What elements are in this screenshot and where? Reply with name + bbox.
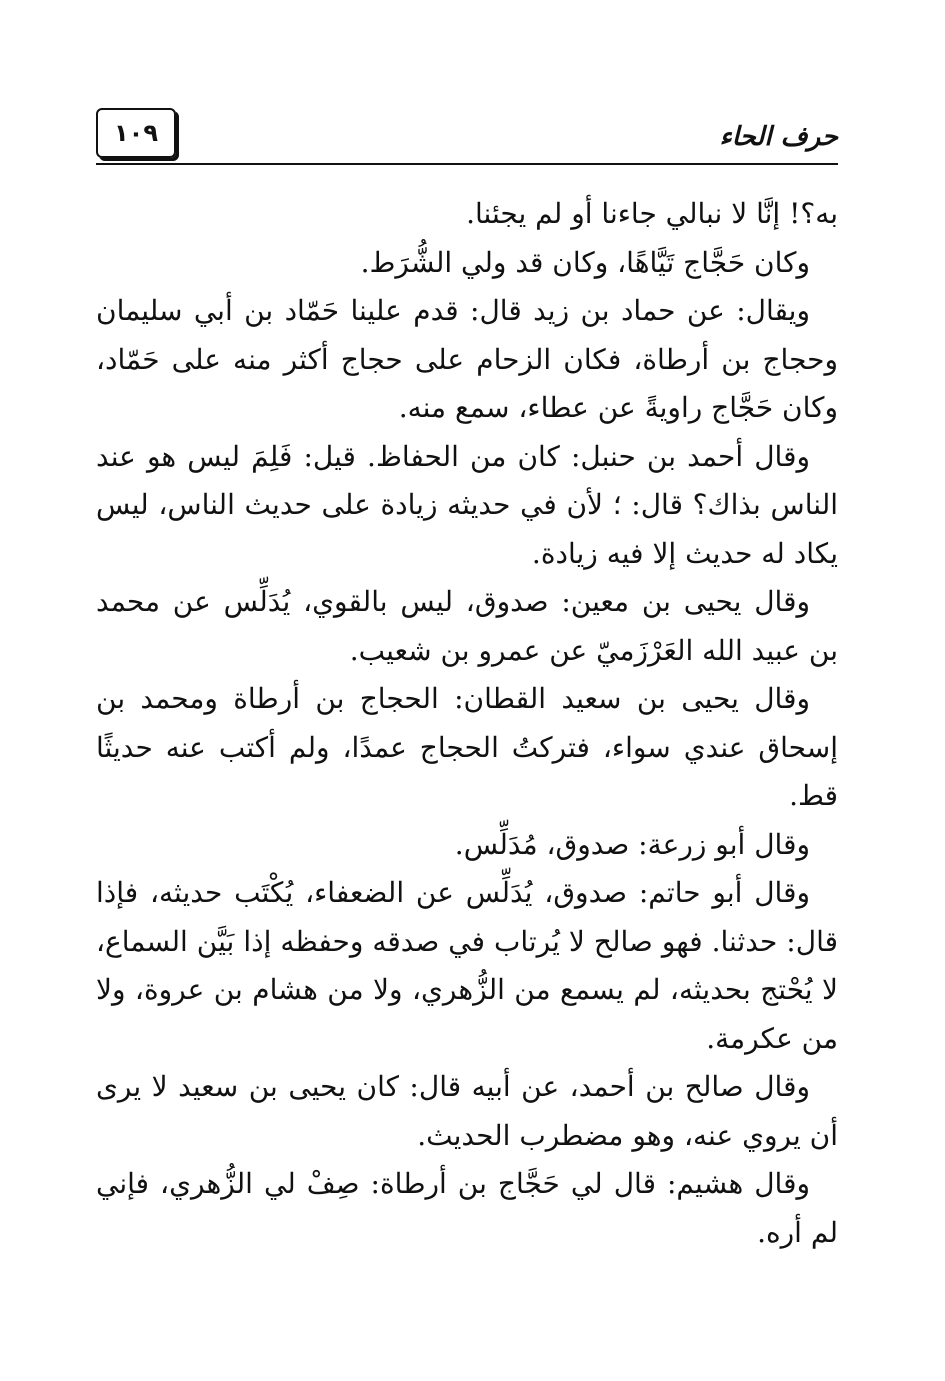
paragraph-4: وقال أحمد بن حنبل: كان من الحفاظ. قيل: فَلِمَ ليس هو عند الناس بذاك؟ قال: ؛ لأن في حديثه زيادة على حديث الناس، ليس يكاد له حديث إلا فيه زيادة.	[96, 439, 839, 570]
paragraph-6: وقال يحيى بن سعيد القطان: الحجاج بن أرطاة ومحمد بن إسحاق عندي سواء، فتركتُ الحجاج عمدًا، ولم أكتب عنه حديثًا قط.	[96, 682, 838, 812]
page-header	[96, 108, 838, 166]
page-number-box	[96, 108, 176, 158]
page-number: ١٠٩	[114, 119, 158, 147]
paragraph-3: ويقال: عن حماد بن زيد قال: قدم علينا حَمّاد بن أبي سليمان وحجاج بن أرطاة، فكان الزحام على حجاج أكثر منه على حَمّاد، وكان حَجَّاج راويةً عن عطاء، سمع منه.	[96, 294, 838, 424]
paragraph-2: وكان حَجَّاج تَيَّاهًا، وكان قد ولي الشُّرَط.	[360, 245, 810, 279]
paragraph-9: وقال صالح بن أحمد، عن أبيه قال: كان يحيى بن سعيد لا يرى أن يروي عنه، وهو مضطرب الحديث.	[96, 1070, 838, 1152]
chapter-title: حرف الحاء	[719, 122, 838, 152]
paragraph-1: به؟! إنَّا لا نبالي جاءنا أو لم يجئنا.	[466, 197, 838, 230]
paragraph-7: وقال أبو زرعة: صدوق، مُدَلِّس.	[454, 827, 810, 861]
paragraph-8: وقال أبو حاتم: صدوق، يُدَلِّس عن الضعفاء، يُكْتَب حديثه، فإذا قال: حدثنا. فهو صالح لا يُرتاب في صدقه وحفظه إذا بَيَّن السماع، لا يُحْتج بحديثه، لم يسمع من الزُّهري، ولا من هشام بن عروة، ولا من عكرمة.	[96, 876, 838, 1055]
paragraph-10: وقال هشيم: قال لي حَجَّاج بن أرطاة: صِفْ لي الزُّهري، فإني لم أره.	[96, 1167, 838, 1249]
paragraph-5: وقال يحيى بن معين: صدوق، ليس بالقوي، يُدَلِّس عن محمد بن عبيد الله العَرْزَميّ عن عمرو بن شعيب.	[96, 585, 838, 667]
page-body	[96, 190, 838, 1257]
header-divider	[96, 163, 838, 165]
